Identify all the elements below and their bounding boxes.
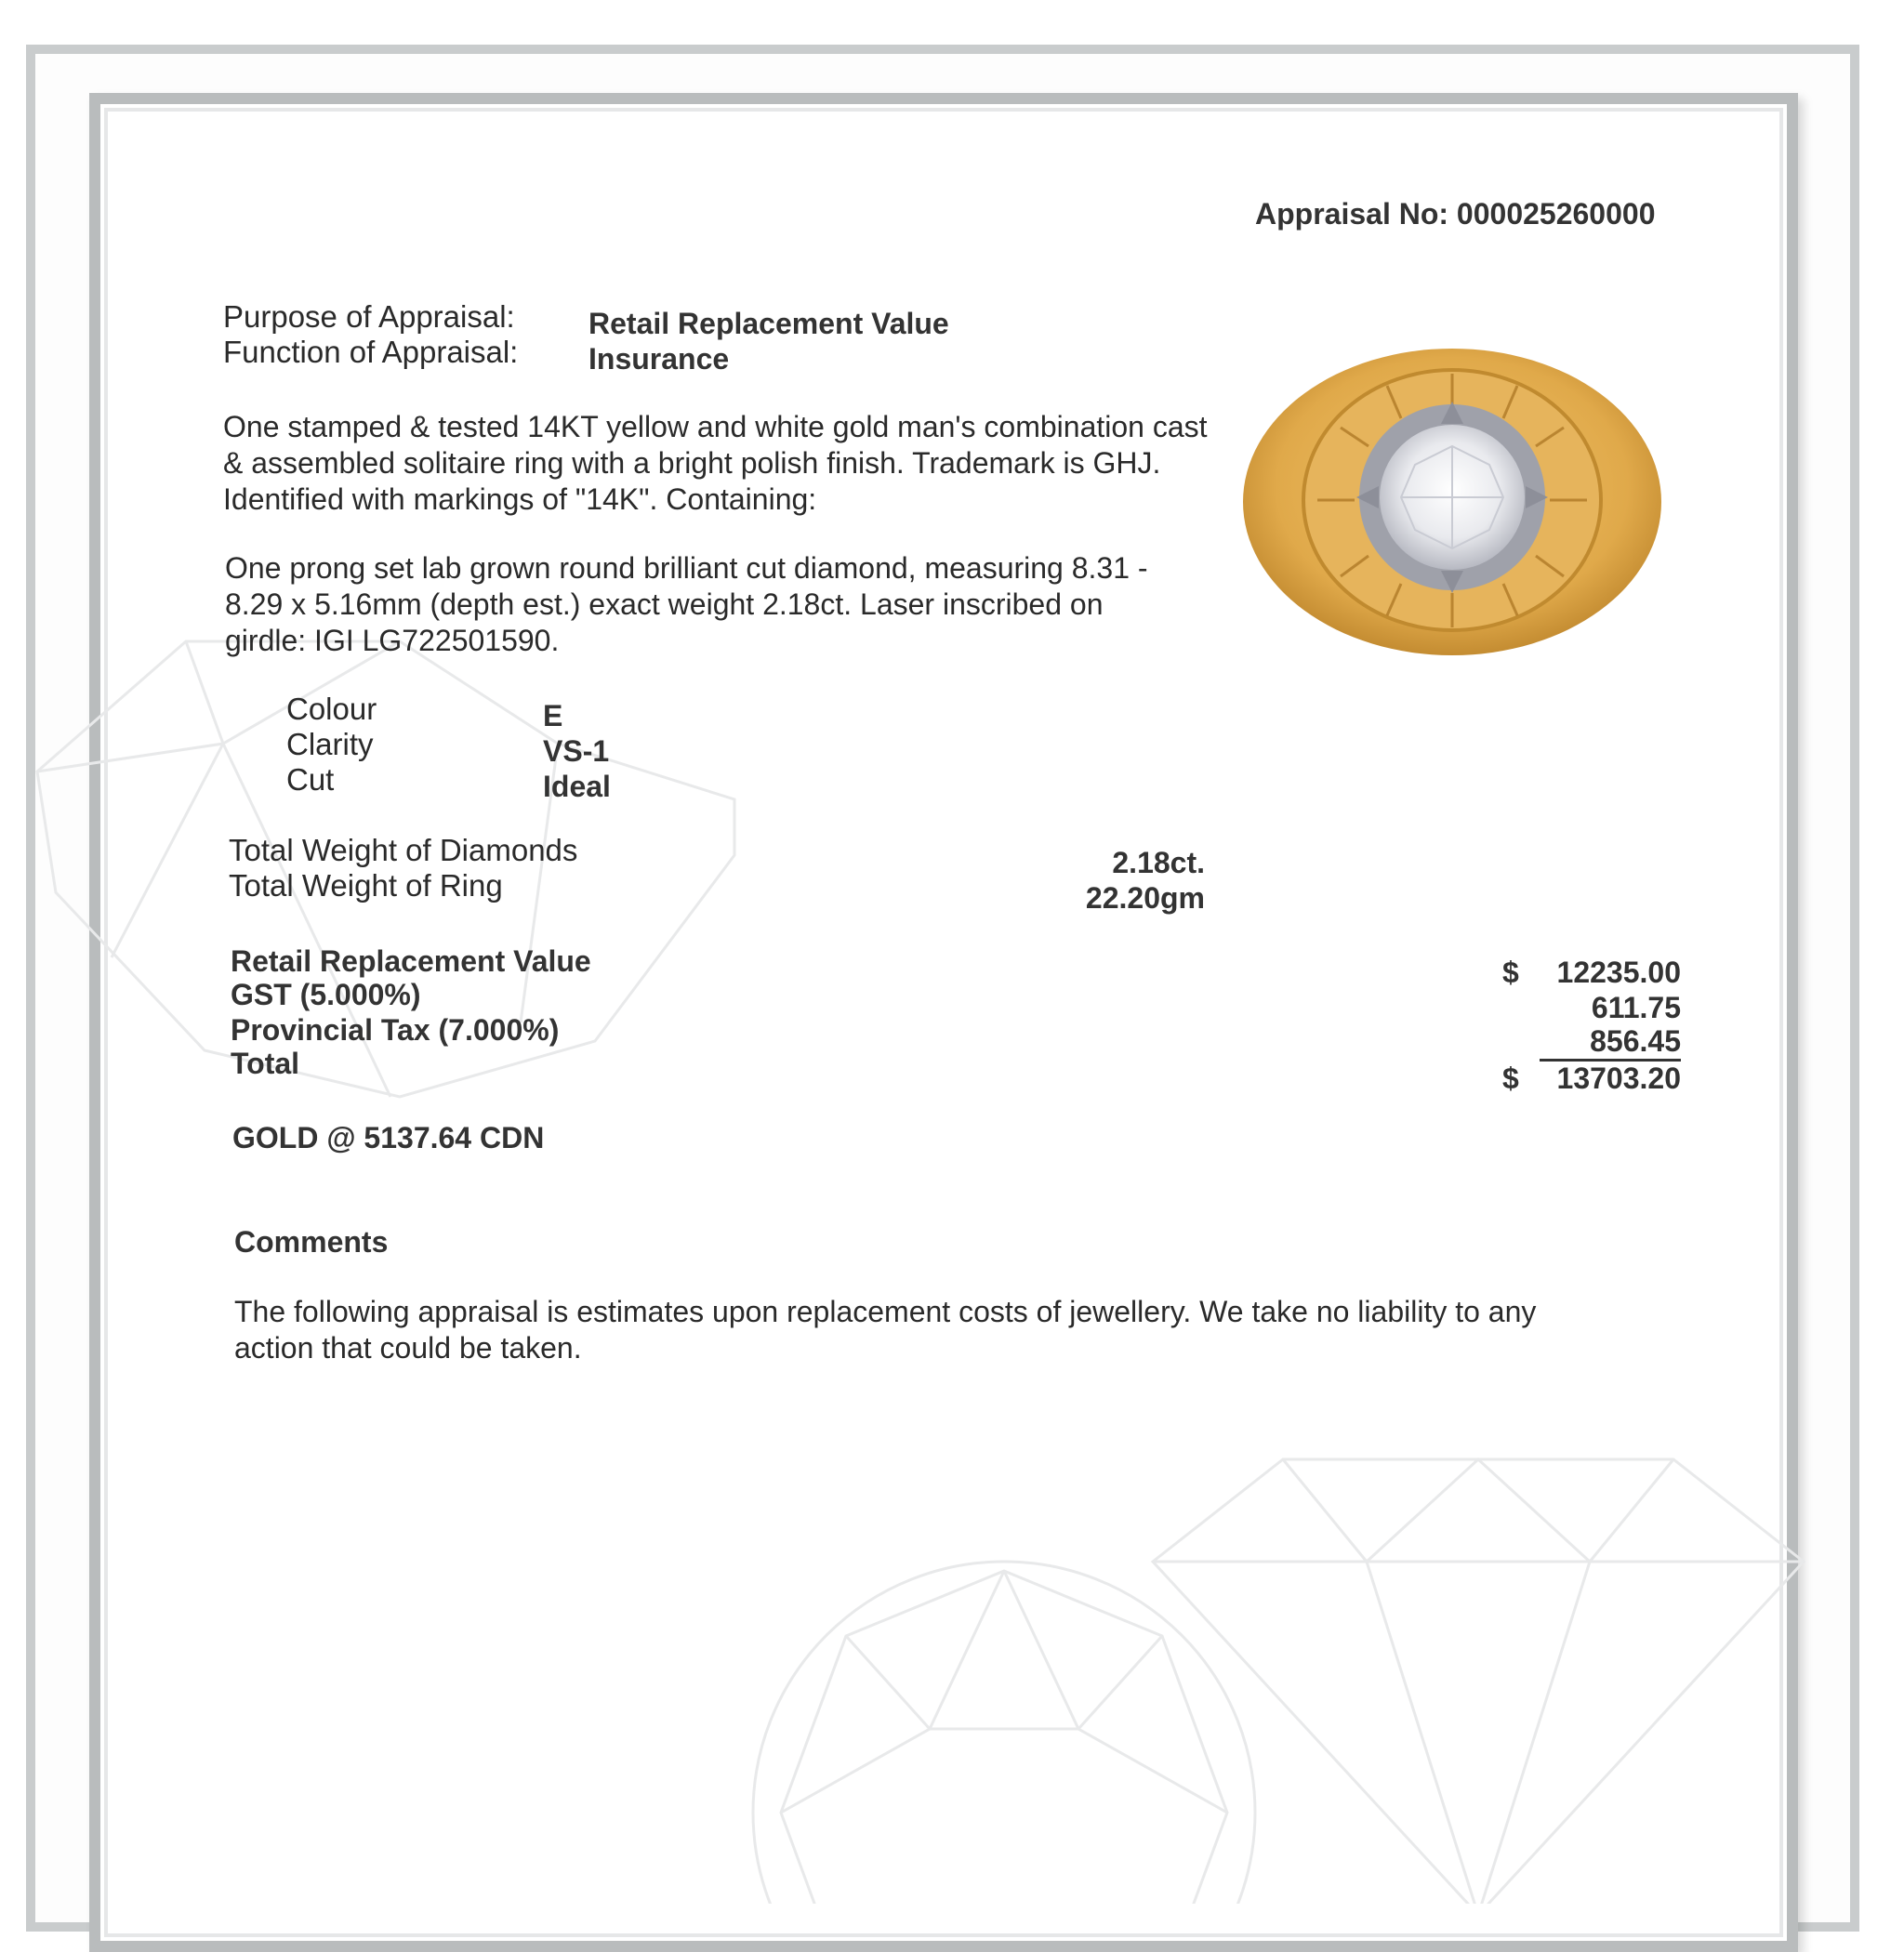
provincial-tax-amount: 856.45 [1540, 1024, 1681, 1062]
total-amount: 13703.20 [1556, 1062, 1681, 1095]
gst-label: GST (5.000%) [231, 978, 421, 1011]
cut-value: Ideal [543, 770, 611, 803]
diamond-description: One prong set lab grown round brilliant cut diamond, measuring 8.31 - 8.29 x 5.16mm (depth est.) exact weight 2.18ct. Laser inscribed on girdle: IGI LG722501590. [225, 551, 1148, 657]
purpose-label: Purpose of Appraisal: [223, 299, 515, 334]
ring-weight-label: Total Weight of Ring [229, 868, 503, 903]
ring-description: One stamped & tested 14KT yellow and white gold man's combination cast & assembled solitaire ring with a bright polish finish. Trademark is GHJ. Identified with markings of "14K". Containing: [223, 410, 1208, 516]
clarity-value: VS-1 [543, 734, 610, 768]
comments-text: The following appraisal is estimates upon replacement costs of jewellery. We take no liability to any action that could be taken. [234, 1295, 1537, 1365]
purpose-value: Retail Replacement Value [588, 307, 949, 340]
retail-amount: 12235.00 [1556, 956, 1681, 989]
function-label: Function of Appraisal: [223, 335, 519, 369]
currency-symbol: $ [1502, 956, 1519, 989]
function-value: Insurance [588, 342, 730, 376]
gold-price: GOLD @ 5137.64 CDN [232, 1121, 545, 1154]
gst-amount: 611.75 [1591, 991, 1681, 1024]
colour-value: E [543, 699, 563, 732]
total-label: Total [231, 1047, 300, 1080]
comments-heading: Comments [234, 1225, 389, 1259]
ring-image [1238, 344, 1666, 660]
ring-weight-value: 22.20gm [1085, 881, 1205, 915]
total-currency-symbol: $ [1502, 1062, 1519, 1095]
cut-label: Cut [286, 762, 335, 797]
clarity-label: Clarity [286, 727, 374, 761]
appraisal-number: Appraisal No: 000025260000 [1255, 197, 1656, 231]
retail-value-label: Retail Replacement Value [231, 944, 591, 978]
diamonds-weight-label: Total Weight of Diamonds [229, 833, 578, 867]
ring-illustration-icon [1238, 344, 1666, 660]
colour-label: Colour [286, 692, 377, 726]
provincial-tax-label: Provincial Tax (7.000%) [231, 1013, 560, 1047]
diamonds-weight-value: 2.18ct. [1112, 846, 1205, 879]
